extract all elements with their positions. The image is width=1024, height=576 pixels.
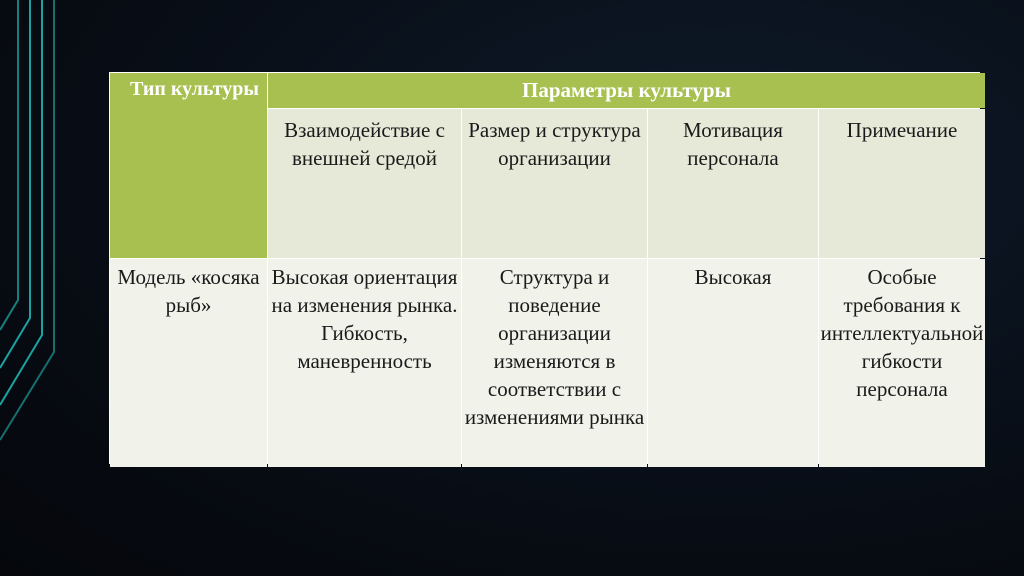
subheader-size-structure: Размер и структура организации [462, 109, 647, 258]
deco-line-3 [0, 0, 42, 405]
subheader-interaction: Взаимодействие с внешней средой [268, 109, 461, 258]
row-note-cell: Особые требования к интеллектуальной гибкости персонала [819, 259, 985, 467]
subheader-note: Примечание [819, 109, 985, 258]
row-motivation-cell: Высокая [648, 259, 818, 467]
subheader-motivation: Мотивация персонала [648, 109, 818, 258]
deco-line-1 [0, 0, 18, 330]
row-structure-cell: Структура и поведение организации изменяются в соответствии с изменениями рынка [462, 259, 647, 467]
deco-line-2 [0, 0, 30, 368]
header-culture-type-text: Тип культуры [130, 78, 259, 100]
row-type-cell: Модель «косяка рыб» [110, 259, 267, 467]
deco-line-4 [0, 0, 54, 440]
header-culture-type [110, 73, 267, 258]
row-interaction-cell: Высокая ориентация на изменения рынка. Гибкость, маневренность [268, 259, 461, 467]
header-culture-params: Параметры культуры [268, 73, 985, 108]
culture-table [109, 72, 984, 464]
